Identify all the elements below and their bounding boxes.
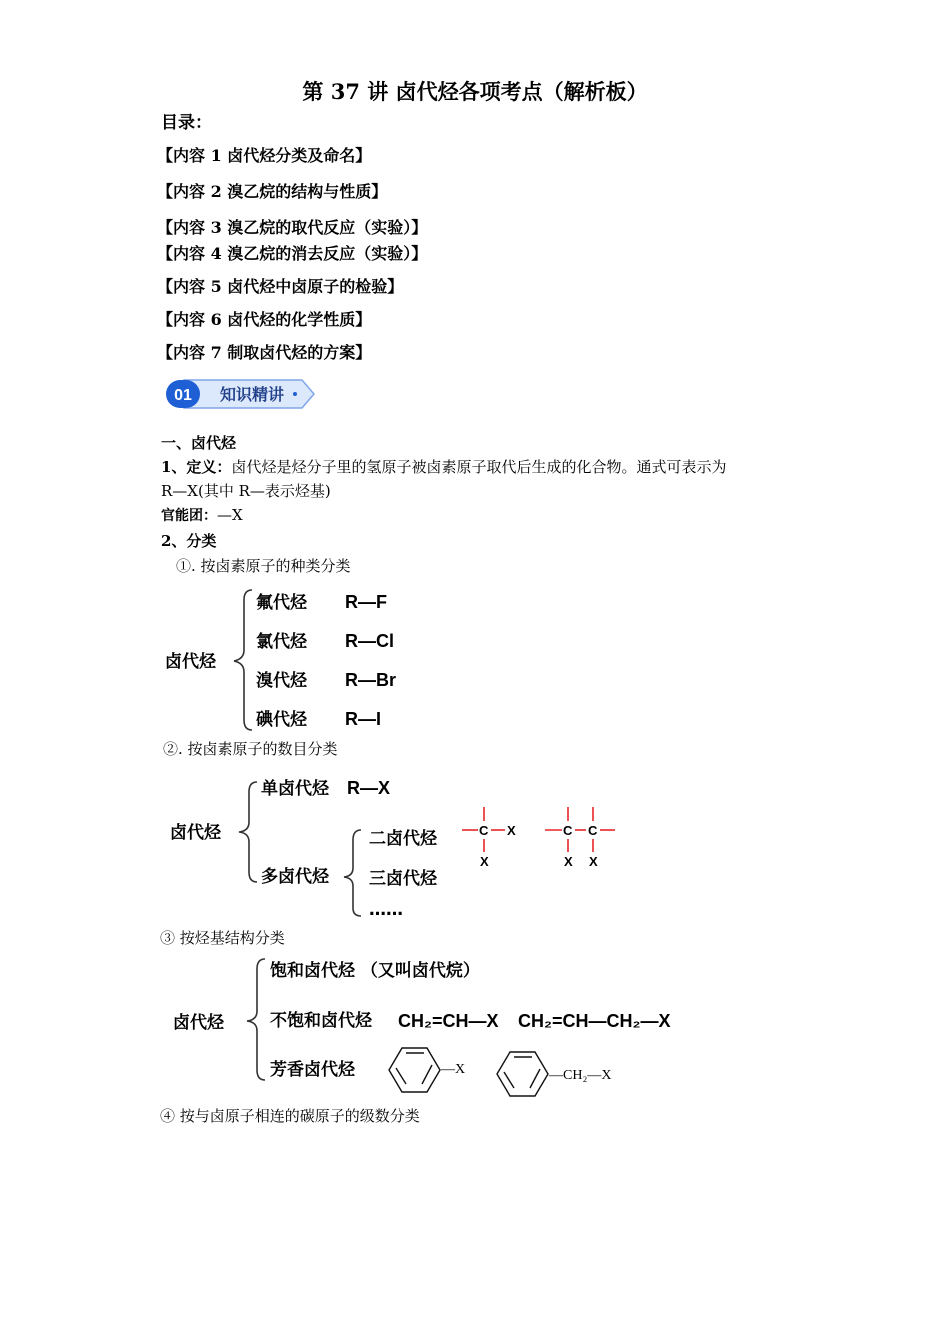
functional-group-label: 官能团： — [161, 508, 217, 524]
atom-x: X — [480, 854, 489, 869]
atom-x: X — [589, 854, 598, 869]
functional-group-value: —X — [217, 506, 243, 524]
toc-item[interactable]: 【内容 6 卤代烃的化学性质】 — [157, 310, 372, 329]
diagram2-multi-item: 三卤代烃 — [369, 869, 437, 889]
toc-item[interactable]: 【内容 4 溴乙烷的消去反应（实验）】 — [157, 244, 428, 263]
definition-text: 卤代烃是烃分子里的氢原子被卤素原子取代后生成的化合物。通式可表示为 — [231, 458, 727, 476]
definition-line — [161, 456, 726, 477]
diagram-hydrocarbon-structure — [170, 955, 700, 1100]
toc-heading: 目录： — [161, 113, 212, 133]
diagram3-aromatic: 芳香卤代烃 — [270, 1060, 355, 1080]
diagram1-item-formula: R—Cl — [345, 631, 394, 651]
page-title: 第 37 讲 卤代烃各项考点（解析板） — [302, 79, 648, 104]
classification-1: ①. 按卤素原子的种类分类 — [176, 557, 351, 575]
badge-dot — [293, 392, 297, 396]
diagram1-item-name: 碘代烃 — [256, 710, 307, 730]
diagram3-unsat-formula-1: CH₂=CH—X — [398, 1011, 499, 1031]
diagram3-saturated: 饱和卤代烃 （又叫卤代烷） — [270, 961, 480, 981]
diagram1-item-formula: R—I — [345, 709, 381, 729]
brace — [239, 782, 257, 882]
diagram1-item-name: 氟代烃 — [256, 593, 307, 613]
classification-3: ③ 按烃基结构分类 — [160, 929, 285, 947]
vicinal-dihalide-structure — [545, 807, 615, 852]
toc-item[interactable]: 【内容 7 制取卤代烃的方案】 — [157, 343, 372, 362]
diagram1-item-name: 氯代烃 — [256, 632, 307, 652]
toc-item[interactable]: 【内容 3 溴乙烷的取代反应（实验）】 — [157, 218, 428, 237]
brace — [247, 959, 265, 1080]
definition-label: 1、定义： — [161, 458, 232, 476]
toc-item[interactable]: 【内容 5 卤代烃中卤原子的检验】 — [157, 277, 404, 296]
diagram3-unsaturated: 不饱和卤代烃 — [270, 1011, 372, 1031]
badge-number: 01 — [174, 387, 192, 404]
benzene-ring-icon — [389, 1048, 440, 1092]
diagram2-multi-item: …… — [369, 900, 403, 920]
section-badge — [164, 377, 316, 411]
brace — [234, 590, 252, 730]
classification-2: ②. 按卤素原子的数目分类 — [163, 740, 338, 758]
classification-heading: 2、分类 — [161, 532, 217, 550]
diagram2-multi-item: 二卤代烃 — [369, 829, 437, 849]
benzene-ring-icon — [497, 1052, 548, 1096]
diagram3-unsat-formula-2: CH₂=CH—CH₂—X — [518, 1011, 671, 1031]
toc-item[interactable]: 【内容 2 溴乙烷的结构与性质】 — [157, 182, 388, 201]
diagram1-item-name: 溴代烃 — [256, 671, 307, 691]
atom-x: X — [507, 823, 516, 838]
diagram2-multi: 多卤代烃 — [261, 867, 329, 887]
toc-item[interactable]: 【内容 1 卤代烃分类及命名】 — [157, 146, 372, 165]
diagram-halogen-count — [165, 770, 635, 925]
diagram2-single: 单卤代烃 — [261, 779, 329, 799]
atom-c: C — [479, 823, 489, 838]
classification-4: ④ 按与卤原子相连的碳原子的级数分类 — [160, 1107, 420, 1125]
aromatic-substituent-1: —X — [441, 1062, 466, 1077]
diagram2-single-formula: R—X — [347, 778, 391, 798]
badge-label: 知识精讲 — [220, 385, 285, 404]
brace — [344, 830, 361, 916]
definition-text-2: R—X(其中 R—表示烃基) — [161, 482, 331, 500]
functional-group-line — [161, 505, 243, 525]
diagram2-root: 卤代烃 — [170, 823, 221, 843]
atom-c: C — [563, 823, 573, 838]
diagram1-root: 卤代烃 — [165, 652, 216, 672]
aromatic-substituent-2: —CH₂—X — [549, 1068, 612, 1083]
diagram-halogen-type — [160, 585, 460, 735]
diagram3-root: 卤代烃 — [173, 1013, 224, 1033]
atom-x: X — [564, 854, 573, 869]
section-heading: 一、卤代烃 — [161, 434, 237, 452]
atom-c: C — [588, 823, 598, 838]
diagram1-item-formula: R—Br — [345, 670, 397, 690]
diagram1-item-formula: R—F — [345, 592, 387, 612]
